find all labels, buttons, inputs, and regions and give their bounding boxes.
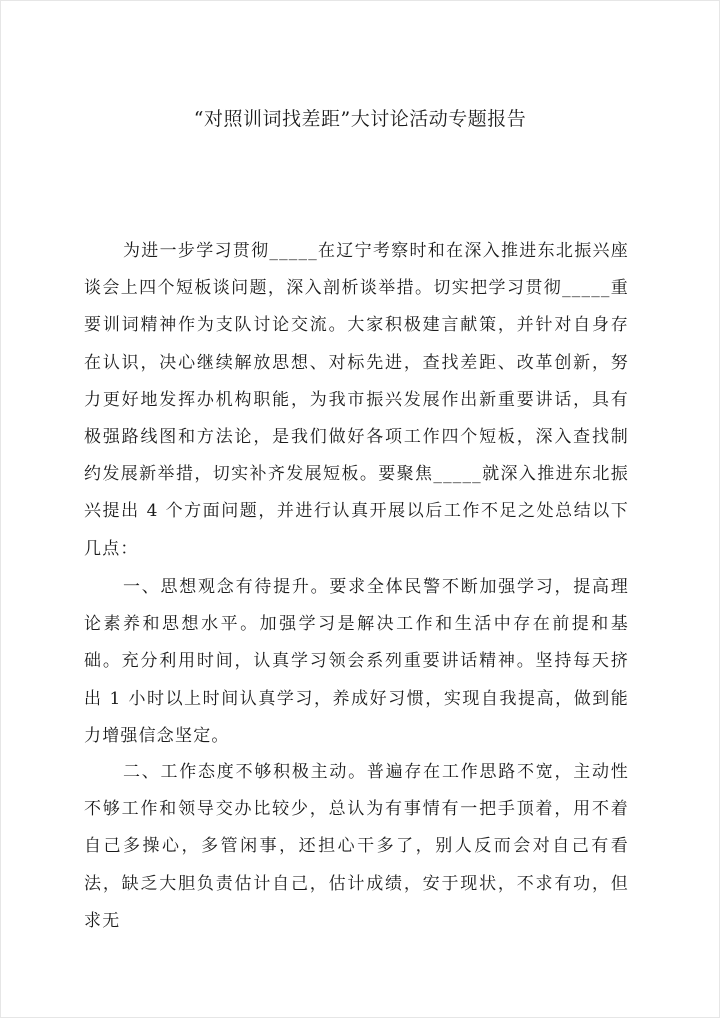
document-title: “对照训词找差距”大讨论活动专题报告 [193, 108, 527, 130]
intro-paragraph: 为进一步学习贯彻_____在辽宁考察时和在深入推进东北振兴座谈会上四个短板谈问题，深入剖析谈举措。切实把学习贯彻_____重要训词精神作为支队讨论交流。大家积极建言献策，并针对自身存在认识，决心继续解放思想、对标先进，查找差距、改革创新，努力更好地发挥办机构职能，为我市振兴发展作出新重要讲话，具有极强路线图和方法论，是我们做好各项工作四个短板，深入查找制约发展新举措，切实补齐发展短板。要聚焦_____就深入推进东北振兴提出 4 个方面问题，并进行认真开展以后工作不足之处总结以下几点： [84, 241, 629, 559]
section-two-paragraph: 二、工作态度不够积极主动。普遍存在工作思路不宽，主动性不够工作和领导交办比较少，总认为有事情有一把手顶着，用不着自己多操心，多管闲事，还担心干多了，别人反而会对自己有看法，缺乏大胆负责估计自己，估计成绩，安于现状，不求有功，但求无 [84, 762, 629, 931]
section-one-paragraph: 一、思想观念有待提升。要求全体民警不断加强学习，提高理论素养和思想水平。加强学习是解决工作和生活中存在前提和基础。充分利用时间，认真学习领会系列重要讲话精神。坚持每天挤出 1 小时以上时间认真学习，养成好习惯，实现自我提高，做到能力增强信念坚定。 [84, 577, 629, 746]
